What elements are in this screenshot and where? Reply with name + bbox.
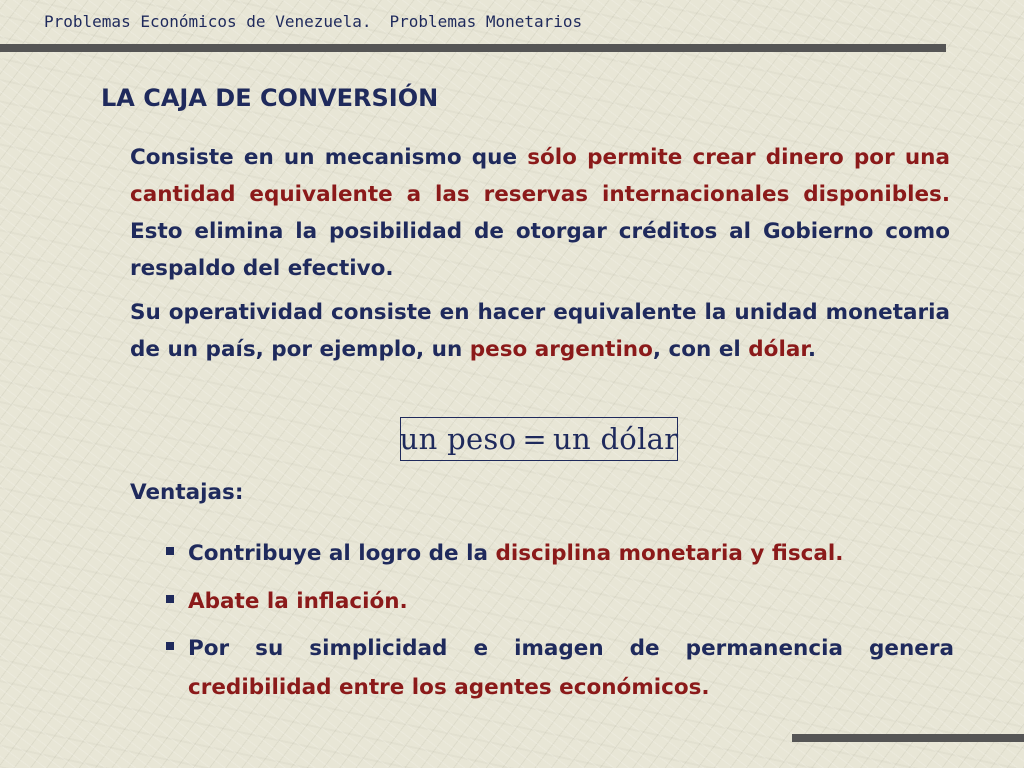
paragraph-operation-intro: Su operatividad consiste en hacer equivalente la unidad monetaria de un país, por ejemplo, un bbox=[130, 300, 950, 362]
bullet-3-highlight: credibilidad entre los agentes económicos. bbox=[188, 675, 710, 700]
bottom-divider-bar bbox=[792, 734, 1024, 742]
ventajas-heading: Ventajas: bbox=[130, 480, 244, 505]
equation-right: un dólar bbox=[552, 422, 679, 456]
paragraph-definition-intro: Consiste en un mecanismo que bbox=[130, 145, 528, 170]
highlight-dolar: dólar bbox=[748, 337, 808, 362]
slide-header bbox=[44, 12, 582, 31]
equation-left: un peso bbox=[399, 422, 517, 456]
paragraph-definition-rest: Esto elimina la posibilidad de otorgar créditos al Gobierno como respaldo del efectivo. bbox=[130, 219, 950, 281]
equation-box bbox=[400, 417, 678, 461]
paragraph-definition bbox=[130, 139, 950, 287]
list-item bbox=[166, 534, 954, 573]
header-course-title: Problemas Económicos de Venezuela. bbox=[44, 12, 372, 31]
paragraph-operation-end: . bbox=[807, 337, 817, 362]
bullet-3-text: Por su simplicidad e imagen de permanencia genera bbox=[188, 636, 954, 661]
slide-title: LA CAJA DE CONVERSIÓN bbox=[101, 84, 439, 112]
header-section-title: Problemas Monetarios bbox=[389, 12, 583, 31]
paragraph-operation bbox=[130, 294, 950, 368]
top-divider-bar bbox=[0, 44, 946, 52]
square-bullet-icon bbox=[166, 595, 174, 603]
bullet-1-text: Contribuye al logro de la bbox=[188, 541, 496, 566]
square-bullet-icon bbox=[166, 547, 174, 555]
equation-equals: = bbox=[522, 422, 547, 456]
list-item bbox=[166, 582, 954, 621]
highlight-peso-argentino: peso argentino bbox=[469, 337, 653, 362]
bullet-2-highlight: Abate la inflación. bbox=[188, 589, 408, 614]
list-item bbox=[166, 629, 954, 707]
square-bullet-icon bbox=[166, 642, 174, 650]
paragraph-definition-highlight: sólo permite crear dinero por una cantidad equivalente a las reservas internacionales disponibles. bbox=[130, 145, 950, 207]
paragraph-operation-connector: , con el bbox=[652, 337, 749, 362]
bullet-1-highlight: disciplina monetaria y fiscal. bbox=[495, 541, 844, 566]
